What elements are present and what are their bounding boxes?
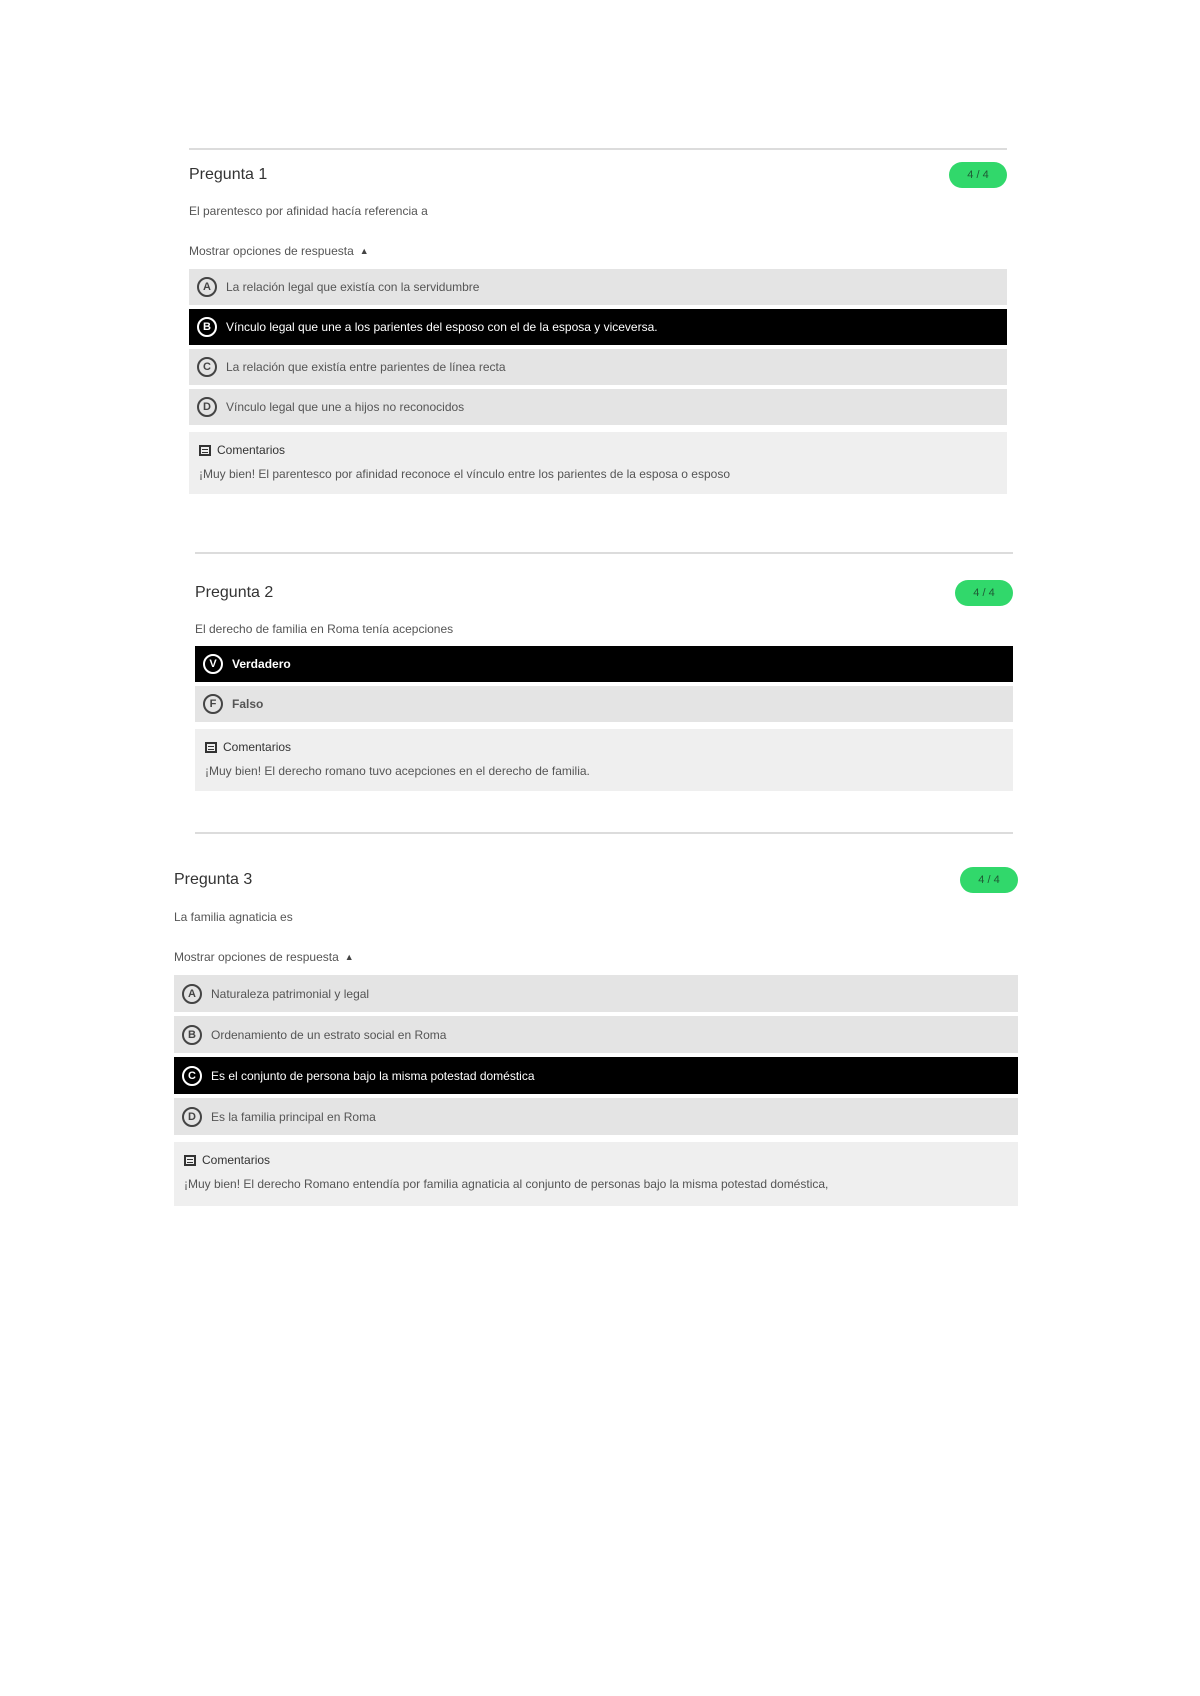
option-label: Verdadero: [232, 657, 291, 671]
option-letter-v-icon: V: [203, 654, 223, 674]
option-label: Es la familia principal en Roma: [211, 1109, 376, 1124]
option-letter-a-icon: A: [197, 277, 217, 297]
answer-option-c[interactable]: [189, 349, 1007, 385]
answer-option-a[interactable]: [174, 975, 1018, 1012]
comment-text: ¡Muy bien! El derecho Romano entendía por familia agnaticia al conjunto de personas bajo la misma potestad doméstica,: [184, 1177, 829, 1191]
comment-text: ¡Muy bien! El derecho romano tuvo acepciones en el derecho de familia.: [205, 764, 590, 778]
option-letter-a-icon: A: [182, 984, 202, 1004]
answer-options: [195, 646, 1013, 722]
option-label: Ordenamiento de un estrato social en Roma: [211, 1027, 447, 1042]
comment-heading: Comentarios: [223, 740, 292, 754]
option-label: Falso: [232, 697, 264, 711]
question-text: El parentesco por afinidad hacía referencia a: [189, 204, 428, 218]
feedback-comment: [189, 432, 1007, 494]
show-options-label: Mostrar opciones de respuesta: [174, 950, 339, 964]
option-label: Naturaleza patrimonial y legal: [211, 986, 370, 1001]
feedback-comment: [195, 729, 1013, 791]
question-2: [195, 552, 1013, 791]
option-label: Vínculo legal que une a hijos no reconocidos: [226, 400, 465, 414]
divider: [189, 148, 1007, 150]
comment-header: [205, 739, 1003, 755]
score-badge: 4 / 4: [960, 867, 1018, 893]
chevron-up-icon: ▲: [359, 246, 369, 256]
question-text: La familia agnaticia es: [174, 910, 293, 924]
option-label: La relación legal que existía con la servidumbre: [226, 280, 480, 294]
comment-header: [184, 1152, 1008, 1168]
comment-text: ¡Muy bien! El parentesco por afinidad reconoce el vínculo entre los parientes de la esposa o esposo: [199, 467, 730, 481]
question-3: [174, 843, 1018, 1206]
option-letter-d-icon: D: [182, 1107, 202, 1127]
comment-icon: [199, 445, 211, 456]
option-label: La relación que existía entre parientes de línea recta: [226, 360, 506, 374]
answer-option-true-selected[interactable]: [195, 646, 1013, 682]
option-letter-c-icon: C: [182, 1066, 202, 1086]
divider: [195, 832, 1013, 834]
answer-options: [189, 269, 1007, 425]
question-header: [195, 580, 1013, 606]
show-options-label: Mostrar opciones de respuesta: [189, 244, 354, 258]
question-title: Pregunta 2: [195, 584, 274, 601]
comment-heading: Comentarios: [202, 1153, 271, 1167]
score-badge: 4 / 4: [949, 162, 1007, 188]
answer-options: [174, 975, 1018, 1135]
feedback-comment: [174, 1142, 1018, 1206]
divider: [195, 552, 1013, 554]
answer-option-d[interactable]: [174, 1098, 1018, 1135]
option-letter-b-icon: B: [182, 1025, 202, 1045]
option-letter-d-icon: D: [197, 397, 217, 417]
comment-icon: [205, 742, 217, 753]
score-badge: 4 / 4: [955, 580, 1013, 606]
show-options-toggle[interactable]: [174, 949, 354, 965]
comment-header: [199, 442, 997, 458]
show-options-toggle[interactable]: [189, 243, 369, 259]
option-letter-b-icon: B: [197, 317, 217, 337]
comment-heading: Comentarios: [217, 443, 286, 457]
answer-option-a[interactable]: [189, 269, 1007, 305]
chevron-up-icon: ▲: [344, 952, 354, 962]
answer-option-false[interactable]: [195, 686, 1013, 722]
question-text: El derecho de familia en Roma tenía acepciones: [195, 622, 454, 636]
answer-option-d[interactable]: [189, 389, 1007, 425]
answer-option-b[interactable]: [174, 1016, 1018, 1053]
option-label: Vínculo legal que une a los parientes del esposo con el de la esposa y viceversa.: [226, 320, 658, 334]
question-title: Pregunta 1: [189, 166, 268, 183]
question-header: [174, 867, 1018, 893]
question-header: [189, 162, 1007, 188]
question-title: Pregunta 3: [174, 871, 253, 888]
answer-option-b-selected[interactable]: [189, 309, 1007, 345]
answer-option-c-selected[interactable]: [174, 1057, 1018, 1094]
option-label: Es el conjunto de persona bajo la misma potestad doméstica: [211, 1068, 535, 1083]
option-letter-f-icon: F: [203, 694, 223, 714]
option-letter-c-icon: C: [197, 357, 217, 377]
comment-icon: [184, 1155, 196, 1166]
question-1: [189, 148, 1007, 494]
